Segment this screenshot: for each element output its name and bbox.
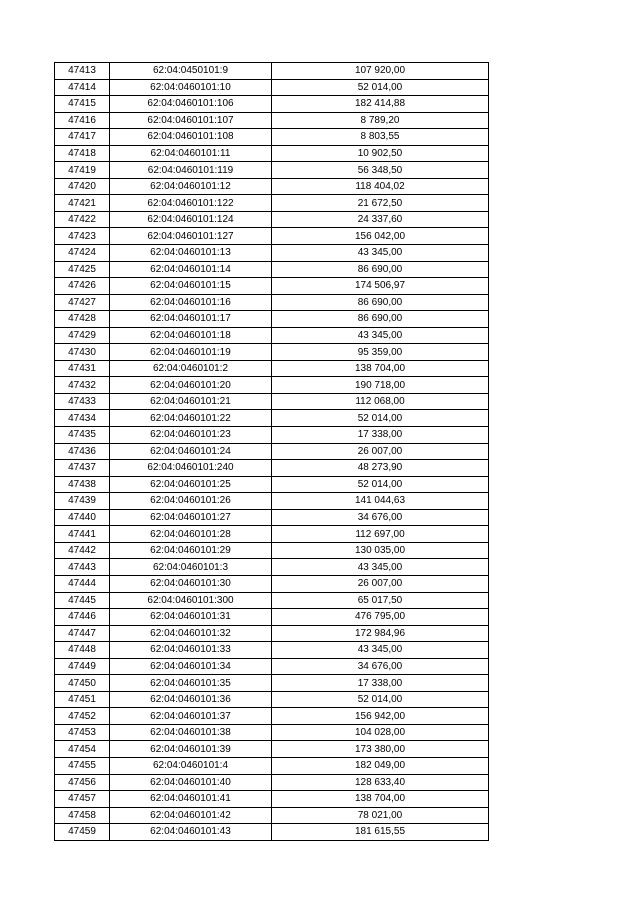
value-cell: 182 414,88 (272, 96, 489, 113)
value-cell: 26 007,00 (272, 575, 489, 592)
table-row (55, 327, 489, 344)
row-number-cell: 47428 (55, 311, 110, 328)
table-body (55, 63, 489, 841)
value-cell: 56 348,50 (272, 162, 489, 179)
table-row (55, 294, 489, 311)
value-cell: 104 028,00 (272, 724, 489, 741)
value-cell: 118 404,02 (272, 178, 489, 195)
cadastral-number-cell: 62:04:0460101:10 (110, 79, 272, 96)
cadastral-number-cell: 62:04:0460101:124 (110, 211, 272, 228)
value-cell: 86 690,00 (272, 311, 489, 328)
value-cell: 43 345,00 (272, 327, 489, 344)
table-row (55, 311, 489, 328)
cadastral-number-cell: 62:04:0460101:12 (110, 178, 272, 195)
table-row (55, 112, 489, 129)
value-cell: 476 795,00 (272, 609, 489, 626)
cadastral-number-cell: 62:04:0460101:40 (110, 774, 272, 791)
value-cell: 8 803,55 (272, 129, 489, 146)
value-cell: 172 984,96 (272, 625, 489, 642)
table-row (55, 443, 489, 460)
table-row (55, 129, 489, 146)
value-cell: 112 697,00 (272, 526, 489, 543)
cadastral-number-cell: 62:04:0460101:38 (110, 724, 272, 741)
cadastral-number-cell: 62:04:0460101:19 (110, 344, 272, 361)
table-row (55, 824, 489, 841)
table-row (55, 708, 489, 725)
table-row (55, 377, 489, 394)
value-cell: 181 615,55 (272, 824, 489, 841)
cadastral-number-cell: 62:04:0460101:24 (110, 443, 272, 460)
cadastral-number-cell: 62:04:0460101:37 (110, 708, 272, 725)
table-row (55, 575, 489, 592)
row-number-cell: 47421 (55, 195, 110, 212)
value-cell: 65 017,50 (272, 592, 489, 609)
cadastral-number-cell: 62:04:0460101:15 (110, 278, 272, 295)
value-cell: 34 676,00 (272, 658, 489, 675)
cadastral-number-cell: 62:04:0460101:240 (110, 460, 272, 477)
value-cell: 43 345,00 (272, 245, 489, 262)
cadastral-number-cell: 62:04:0460101:108 (110, 129, 272, 146)
row-number-cell: 47439 (55, 493, 110, 510)
cadastral-number-cell: 62:04:0460101:20 (110, 377, 272, 394)
row-number-cell: 47458 (55, 807, 110, 824)
row-number-cell: 47425 (55, 261, 110, 278)
value-cell: 174 506,97 (272, 278, 489, 295)
row-number-cell: 47433 (55, 393, 110, 410)
value-cell: 52 014,00 (272, 410, 489, 427)
value-cell: 17 338,00 (272, 675, 489, 692)
cadastral-number-cell: 62:04:0460101:17 (110, 311, 272, 328)
table-row (55, 460, 489, 477)
table-row (55, 509, 489, 526)
row-number-cell: 47445 (55, 592, 110, 609)
table-row (55, 228, 489, 245)
cadastral-number-cell: 62:04:0460101:18 (110, 327, 272, 344)
value-cell: 21 672,50 (272, 195, 489, 212)
table-row (55, 344, 489, 361)
value-cell: 128 633,40 (272, 774, 489, 791)
row-number-cell: 47423 (55, 228, 110, 245)
value-cell: 17 338,00 (272, 427, 489, 444)
row-number-cell: 47448 (55, 642, 110, 659)
table-row (55, 559, 489, 576)
row-number-cell: 47413 (55, 63, 110, 80)
row-number-cell: 47459 (55, 824, 110, 841)
value-cell: 43 345,00 (272, 642, 489, 659)
row-number-cell: 47444 (55, 575, 110, 592)
table-row (55, 96, 489, 113)
cadastral-number-cell: 62:04:0460101:122 (110, 195, 272, 212)
table-row (55, 625, 489, 642)
row-number-cell: 47451 (55, 691, 110, 708)
value-cell: 138 704,00 (272, 360, 489, 377)
cadastral-number-cell: 62:04:0460101:31 (110, 609, 272, 626)
cadastral-number-cell: 62:04:0460101:30 (110, 575, 272, 592)
cadastral-number-cell: 62:04:0460101:28 (110, 526, 272, 543)
value-cell: 156 942,00 (272, 708, 489, 725)
cadastral-number-cell: 62:04:0460101:14 (110, 261, 272, 278)
cadastral-number-cell: 62:04:0460101:36 (110, 691, 272, 708)
cadastral-number-cell: 62:04:0460101:21 (110, 393, 272, 410)
value-cell: 86 690,00 (272, 261, 489, 278)
row-number-cell: 47434 (55, 410, 110, 427)
table-row (55, 642, 489, 659)
row-number-cell: 47424 (55, 245, 110, 262)
row-number-cell: 47447 (55, 625, 110, 642)
cadastral-number-cell: 62:04:0460101:34 (110, 658, 272, 675)
value-cell: 34 676,00 (272, 509, 489, 526)
cadastral-number-cell: 62:04:0460101:23 (110, 427, 272, 444)
value-cell: 130 035,00 (272, 542, 489, 559)
table-row (55, 79, 489, 96)
value-cell: 48 273,90 (272, 460, 489, 477)
value-cell: 8 789,20 (272, 112, 489, 129)
value-cell: 86 690,00 (272, 294, 489, 311)
cadastral-number-cell: 62:04:0460101:41 (110, 791, 272, 808)
row-number-cell: 47446 (55, 609, 110, 626)
value-cell: 43 345,00 (272, 559, 489, 576)
row-number-cell: 47427 (55, 294, 110, 311)
table-row (55, 393, 489, 410)
table-row (55, 278, 489, 295)
row-number-cell: 47449 (55, 658, 110, 675)
table-row (55, 63, 489, 80)
value-cell: 173 380,00 (272, 741, 489, 758)
table-row (55, 609, 489, 626)
cadastral-number-cell: 62:04:0460101:42 (110, 807, 272, 824)
table-row (55, 427, 489, 444)
cadastral-number-cell: 62:04:0460101:3 (110, 559, 272, 576)
table-row (55, 724, 489, 741)
table-row (55, 542, 489, 559)
row-number-cell: 47456 (55, 774, 110, 791)
value-cell: 182 049,00 (272, 757, 489, 774)
row-number-cell: 47452 (55, 708, 110, 725)
table-row (55, 145, 489, 162)
cadastral-number-cell: 62:04:0460101:39 (110, 741, 272, 758)
row-number-cell: 47457 (55, 791, 110, 808)
table-row (55, 658, 489, 675)
table-row (55, 493, 489, 510)
table-row (55, 592, 489, 609)
value-cell: 52 014,00 (272, 79, 489, 96)
row-number-cell: 47416 (55, 112, 110, 129)
row-number-cell: 47432 (55, 377, 110, 394)
row-number-cell: 47450 (55, 675, 110, 692)
table-row (55, 476, 489, 493)
cadastral-number-cell: 62:04:0460101:29 (110, 542, 272, 559)
cadastral-number-cell: 62:04:0460101:25 (110, 476, 272, 493)
value-cell: 78 021,00 (272, 807, 489, 824)
row-number-cell: 47443 (55, 559, 110, 576)
row-number-cell: 47437 (55, 460, 110, 477)
row-number-cell: 47441 (55, 526, 110, 543)
cadastral-number-cell: 62:04:0460101:11 (110, 145, 272, 162)
cadastral-number-cell: 62:04:0460101:2 (110, 360, 272, 377)
cadastral-number-cell: 62:04:0460101:22 (110, 410, 272, 427)
row-number-cell: 47438 (55, 476, 110, 493)
row-number-cell: 47414 (55, 79, 110, 96)
value-cell: 141 044,63 (272, 493, 489, 510)
value-cell: 138 704,00 (272, 791, 489, 808)
value-cell: 95 359,00 (272, 344, 489, 361)
table-row (55, 178, 489, 195)
row-number-cell: 47417 (55, 129, 110, 146)
table-row (55, 261, 489, 278)
cadastral-number-cell: 62:04:0460101:16 (110, 294, 272, 311)
value-cell: 10 902,50 (272, 145, 489, 162)
cadastral-number-cell: 62:04:0460101:33 (110, 642, 272, 659)
cadastral-number-cell: 62:04:0460101:43 (110, 824, 272, 841)
row-number-cell: 47436 (55, 443, 110, 460)
cadastral-number-cell: 62:04:0460101:32 (110, 625, 272, 642)
table-row (55, 807, 489, 824)
row-number-cell: 47431 (55, 360, 110, 377)
row-number-cell: 47422 (55, 211, 110, 228)
row-number-cell: 47426 (55, 278, 110, 295)
table-row (55, 691, 489, 708)
row-number-cell: 47418 (55, 145, 110, 162)
cadastral-value-table (54, 62, 489, 841)
cadastral-number-cell: 62:04:0460101:13 (110, 245, 272, 262)
table-row (55, 360, 489, 377)
value-cell: 26 007,00 (272, 443, 489, 460)
cadastral-number-cell: 62:04:0460101:127 (110, 228, 272, 245)
cadastral-number-cell: 62:04:0460101:4 (110, 757, 272, 774)
table-row (55, 741, 489, 758)
value-cell: 190 718,00 (272, 377, 489, 394)
cadastral-number-cell: 62:04:0460101:300 (110, 592, 272, 609)
value-cell: 112 068,00 (272, 393, 489, 410)
table-row (55, 774, 489, 791)
value-cell: 156 042,00 (272, 228, 489, 245)
value-cell: 52 014,00 (272, 691, 489, 708)
row-number-cell: 47454 (55, 741, 110, 758)
row-number-cell: 47442 (55, 542, 110, 559)
cadastral-number-cell: 62:04:0450101:9 (110, 63, 272, 80)
row-number-cell: 47440 (55, 509, 110, 526)
value-cell: 24 337,60 (272, 211, 489, 228)
row-number-cell: 47429 (55, 327, 110, 344)
row-number-cell: 47415 (55, 96, 110, 113)
row-number-cell: 47453 (55, 724, 110, 741)
table-row (55, 410, 489, 427)
row-number-cell: 47435 (55, 427, 110, 444)
cadastral-number-cell: 62:04:0460101:107 (110, 112, 272, 129)
value-cell: 52 014,00 (272, 476, 489, 493)
value-cell: 107 920,00 (272, 63, 489, 80)
row-number-cell: 47419 (55, 162, 110, 179)
row-number-cell: 47455 (55, 757, 110, 774)
table-row (55, 211, 489, 228)
row-number-cell: 47430 (55, 344, 110, 361)
cadastral-number-cell: 62:04:0460101:106 (110, 96, 272, 113)
cadastral-number-cell: 62:04:0460101:27 (110, 509, 272, 526)
table-row (55, 526, 489, 543)
row-number-cell: 47420 (55, 178, 110, 195)
table-row (55, 245, 489, 262)
cadastral-number-cell: 62:04:0460101:119 (110, 162, 272, 179)
table-row (55, 757, 489, 774)
table-row (55, 675, 489, 692)
cadastral-number-cell: 62:04:0460101:26 (110, 493, 272, 510)
table-row (55, 195, 489, 212)
cadastral-number-cell: 62:04:0460101:35 (110, 675, 272, 692)
table-row (55, 162, 489, 179)
table-row (55, 791, 489, 808)
